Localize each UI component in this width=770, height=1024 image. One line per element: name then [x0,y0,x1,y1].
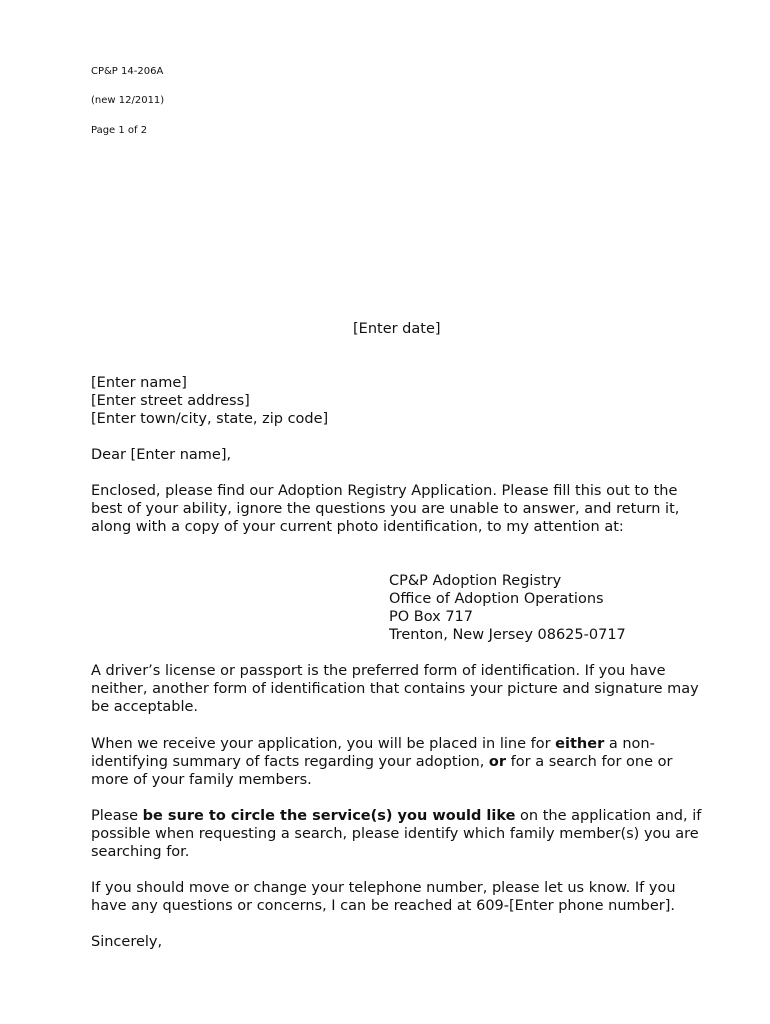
office-address-line2: Office of Adoption Operations [389,591,604,607]
para4-text2: on the application and, if possible when requesting a search, please identify which family member(s) you are searching for. [91,808,702,860]
para3-text1: When we receive your application, you will be placed in line for [91,736,556,752]
office-address-line3: PO Box 717 [389,609,474,625]
para3-text3: for a search for one or more of your family members. [91,754,673,788]
recipient-name: [Enter name] [91,375,187,391]
salutation: Dear [Enter name], [91,447,232,463]
para4-bold: be sure to circle the service(s) you would like [142,808,516,824]
paragraph-application [91,735,713,789]
para3-bold-or: or [488,754,507,770]
letter-date: [Enter date] [353,321,441,337]
recipient-city-line: [Enter town/city, state, zip code] [91,411,329,427]
closing: Sincerely, [91,934,163,950]
paragraph-circle-service [91,807,713,861]
office-address [389,572,626,644]
para3-text2: a non-identifying summary of facts regarding your adoption, [91,736,655,770]
paragraph-enclosed: Enclosed, please find our Adoption Registry Application. Please fill this out to the best of your ability, ignore the questions you are unable to answer, and return it, along with a copy of your current photo identification, to my attention at: [91,483,680,535]
form-number: CP&P 14-206A [91,66,164,77]
paragraph-contact: If you should move or change your telephone number, please let us know. If you have any questions or concerns, I can be reached at 609-[Enter phone number]. [91,880,676,914]
office-address-line1: CP&P Adoption Registry [389,573,562,589]
para4-text1: Please [91,808,143,824]
para3-bold-either: either [555,736,605,752]
office-address-line4: Trenton, New Jersey 08625-0717 [389,627,626,643]
paragraph-identification: A driver’s license or passport is the preferred form of identification. If you have neither, another form of identification that contains your picture and signature may be acceptable. [91,663,699,715]
recipient-street: [Enter street address] [91,393,250,409]
recipient-address [91,374,713,428]
page-number: Page 1 of 2 [91,125,148,136]
form-revision: (new 12/2011) [91,95,165,106]
